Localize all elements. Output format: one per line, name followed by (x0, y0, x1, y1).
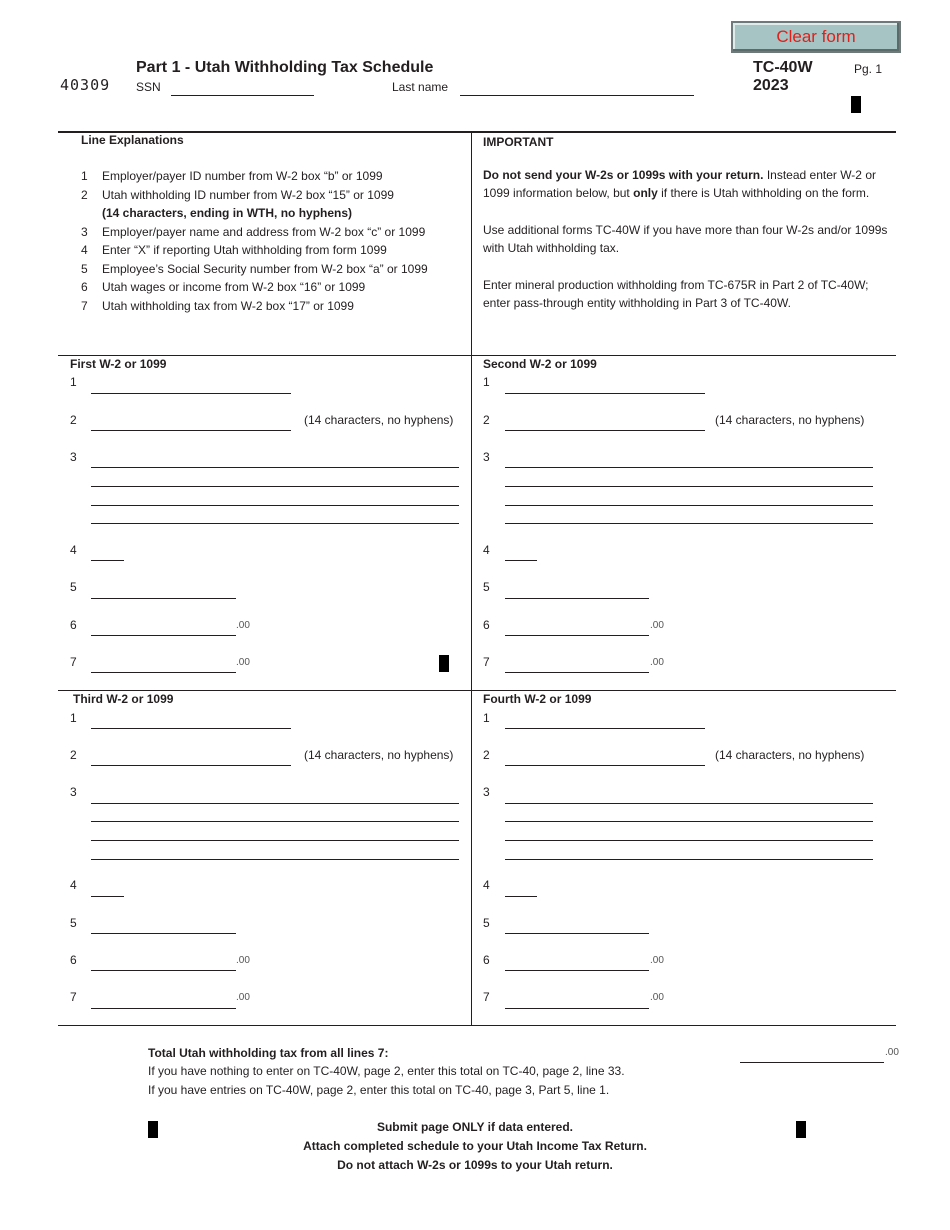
line-number: 1 (70, 375, 77, 389)
form-year: 2023 (753, 77, 789, 94)
line-number: 6 (70, 953, 77, 967)
line-number: 3 (70, 450, 77, 464)
rule-middle (58, 690, 896, 691)
w2-1-withholding-field[interactable] (91, 672, 236, 673)
ssn-label: SSN (136, 80, 161, 94)
line-number: 7 (70, 655, 77, 669)
w2-2-ssn-field[interactable] (505, 598, 649, 599)
last-name-field[interactable] (460, 95, 694, 96)
line-number: 1 (483, 711, 490, 725)
explanation-text: Utah withholding ID number from W-2 box “15” or 1099 (102, 187, 394, 202)
rule-after-explanations (58, 355, 896, 356)
important-text: if there is Utah withholding on the form. (657, 186, 870, 200)
line-number: 4 (70, 878, 77, 892)
total-instruction-1: If you have nothing to enter on TC-40W, page 2, enter this total on TC-40, page 2, line 33. (148, 1064, 625, 1078)
form-number: 40309 (60, 76, 111, 94)
registration-marker (439, 655, 449, 672)
cents-suffix: .00 (885, 1047, 899, 1058)
section-title-third: Third W-2 or 1099 (73, 692, 174, 706)
w2-1-address-line-3-field[interactable] (91, 523, 459, 524)
line-number: 2 (70, 748, 77, 762)
explanation-text: Employer/payer ID number from W-2 box “b” or 1099 (102, 169, 383, 183)
explanation-row (81, 299, 466, 318)
w2-2-utah-id-field[interactable] (505, 430, 705, 431)
w2-2-address-line-1-field[interactable] (505, 486, 873, 487)
important-text: Instead enter W-2 or 1099 information below, but (483, 167, 876, 200)
important-bold: Do not send your W-2s or 1099s with your return. (483, 167, 764, 182)
line-number: 6 (70, 618, 77, 632)
line-number: 2 (483, 413, 490, 427)
cents-suffix: .00 (650, 657, 664, 668)
w2-3-address-line-3-field[interactable] (91, 859, 459, 860)
explanation-num: 3 (81, 224, 88, 239)
cents-suffix: .00 (236, 657, 250, 668)
footer-line-3: Do not attach W-2s or 1099s to your Utah return. (337, 1158, 613, 1172)
explanation-num: 4 (81, 243, 88, 257)
w2-1-employer-id-field[interactable] (91, 393, 291, 394)
line-number: 5 (483, 916, 490, 930)
line-number: 4 (483, 878, 490, 892)
explanation-row (81, 188, 466, 207)
w2-4-withholding-field[interactable] (505, 1008, 649, 1009)
important-para-3: Enter mineral production withholding from TC-675R in Part 2 of TC-40W; enter pass-through entity withholding in Part 3 of TC-40W. (483, 277, 869, 310)
hint-14-characters: (14 characters, no hyphens) (304, 748, 454, 762)
w2-3-address-line-2-field[interactable] (91, 840, 459, 841)
last-name-label: Last name (392, 80, 449, 94)
registration-marker (796, 1121, 806, 1138)
page-number: Pg. 1 (854, 62, 883, 76)
line-number: 4 (70, 543, 77, 557)
explanation-num (81, 206, 102, 225)
line-number: 5 (483, 580, 490, 594)
section-title-fourth: Fourth W-2 or 1099 (483, 692, 592, 706)
line-number: 2 (70, 413, 77, 427)
w2-3-employer-name-field[interactable] (91, 803, 459, 804)
line-number: 4 (483, 543, 490, 557)
w2-2-address-line-2-field[interactable] (505, 505, 873, 506)
line-number: 3 (483, 450, 490, 464)
line-number: 1 (483, 375, 490, 389)
footer-line-2: Attach completed schedule to your Utah Income Tax Return. (303, 1139, 647, 1153)
total-instruction-2: If you have entries on TC-40W, page 2, enter this total on TC-40, page 3, Part 5, line 1. (148, 1083, 610, 1097)
line-number: 6 (483, 953, 490, 967)
line-number: 5 (70, 916, 77, 930)
explanation-text: Employer/payer name and address from W-2 box “c” or 1099 (102, 224, 426, 239)
explanation-row (81, 243, 466, 262)
total-withholding-field[interactable] (740, 1062, 884, 1063)
explanation-row (81, 225, 466, 244)
w2-4-employer-id-field[interactable] (505, 728, 705, 729)
footer-line-1: Submit page ONLY if data entered. (376, 1120, 574, 1134)
cents-suffix: .00 (650, 955, 664, 966)
explanations-heading: Line Explanations (81, 133, 184, 147)
cents-suffix: .00 (650, 992, 664, 1003)
w2-3-withholding-field[interactable] (91, 1008, 236, 1009)
w2-3-employer-id-field[interactable] (91, 728, 291, 729)
important-heading: IMPORTANT (483, 135, 554, 149)
line-number: 3 (70, 785, 77, 799)
w2-2-form-1099-x-field[interactable] (505, 560, 537, 561)
w2-1-form-1099-x-field[interactable] (91, 560, 124, 561)
w2-2-employer-id-field[interactable] (505, 393, 705, 394)
w2-4-employer-name-field[interactable] (505, 803, 873, 804)
important-para-1 (483, 166, 888, 203)
w2-4-form-1099-x-field[interactable] (505, 896, 537, 897)
explanation-text: Utah wages or income from W-2 box “16” or 1099 (102, 280, 366, 294)
explanation-num: 5 (81, 261, 88, 276)
hint-14-characters: (14 characters, no hyphens) (304, 413, 454, 427)
line-number: 7 (483, 655, 490, 669)
ssn-field[interactable] (171, 95, 314, 96)
w2-3-utah-id-field[interactable] (91, 765, 291, 766)
cents-suffix: .00 (236, 992, 250, 1003)
line-number: 2 (483, 748, 490, 762)
line-number: 7 (483, 990, 490, 1004)
w2-4-address-line-1-field[interactable] (505, 821, 873, 822)
line-explanations (81, 133, 466, 317)
w2-4-ssn-field[interactable] (505, 933, 649, 934)
w2-2-employer-name-field[interactable] (505, 467, 873, 468)
explanation-num: 2 (81, 187, 88, 202)
column-divider (471, 131, 472, 1026)
explanation-row (81, 262, 466, 281)
line-number: 6 (483, 618, 490, 632)
important-only: only (633, 186, 658, 200)
rule-bottom (58, 1025, 896, 1026)
line-number: 3 (483, 785, 490, 799)
page-title: Part 1 - Utah Withholding Tax Schedule (136, 59, 434, 76)
section-title-second: Second W-2 or 1099 (483, 357, 597, 371)
w2-4-address-line-3-field[interactable] (505, 859, 873, 860)
w2-4-utah-id-field[interactable] (505, 765, 705, 766)
w2-1-ssn-field[interactable] (91, 598, 236, 599)
section-title-first: First W-2 or 1099 (70, 357, 167, 371)
explanation-row (81, 206, 466, 225)
clear-form-button[interactable]: Clear form (731, 21, 901, 53)
cents-suffix: .00 (650, 620, 664, 631)
hint-14-characters: (14 characters, no hyphens) (715, 413, 865, 427)
hint-14-characters: (14 characters, no hyphens) (715, 748, 865, 762)
registration-marker (851, 96, 861, 113)
registration-marker (148, 1121, 158, 1138)
explanation-num: 1 (81, 169, 88, 183)
cents-suffix: .00 (236, 955, 250, 966)
w2-2-wages-field[interactable] (505, 635, 649, 636)
form-id: TC-40W (753, 59, 813, 76)
explanation-row (81, 169, 466, 188)
w2-1-address-line-2-field[interactable] (91, 505, 459, 506)
w2-1-wages-field[interactable] (91, 635, 236, 636)
w2-2-withholding-field[interactable] (505, 672, 649, 673)
explanation-text: Enter “X” if reporting Utah withholding from form 1099 (102, 243, 387, 257)
w2-3-address-line-1-field[interactable] (91, 821, 459, 822)
w2-3-wages-field[interactable] (91, 970, 236, 971)
explanation-num: 6 (81, 280, 88, 294)
w2-4-wages-field[interactable] (505, 970, 649, 971)
important-para-2: Use additional forms TC-40W if you have more than four W-2s and/or 1099s with Utah withholding tax. (483, 222, 888, 255)
total-label: Total Utah withholding tax from all lines 7: (148, 1046, 389, 1060)
explanation-row (81, 280, 466, 299)
w2-3-form-1099-x-field[interactable] (91, 896, 124, 897)
w2-4-address-line-2-field[interactable] (505, 840, 873, 841)
w2-1-address-line-1-field[interactable] (91, 486, 459, 487)
explanation-text: (14 characters, ending in WTH, no hyphens) (102, 206, 353, 220)
cents-suffix: .00 (236, 620, 250, 631)
explanation-list (81, 169, 466, 317)
line-number: 7 (70, 990, 77, 1004)
explanation-text: Employee’s Social Security number from W-2 box “a” or 1099 (102, 261, 428, 276)
important-notice (483, 133, 888, 313)
explanation-num: 7 (81, 298, 88, 313)
w2-3-ssn-field[interactable] (91, 933, 236, 934)
w2-1-utah-id-field[interactable] (91, 430, 291, 431)
line-number: 1 (70, 711, 77, 725)
w2-2-address-line-3-field[interactable] (505, 523, 873, 524)
w2-1-employer-name-field[interactable] (91, 467, 459, 468)
line-number: 5 (70, 580, 77, 594)
explanation-text: Utah withholding tax from W-2 box “17” or 1099 (102, 298, 354, 313)
